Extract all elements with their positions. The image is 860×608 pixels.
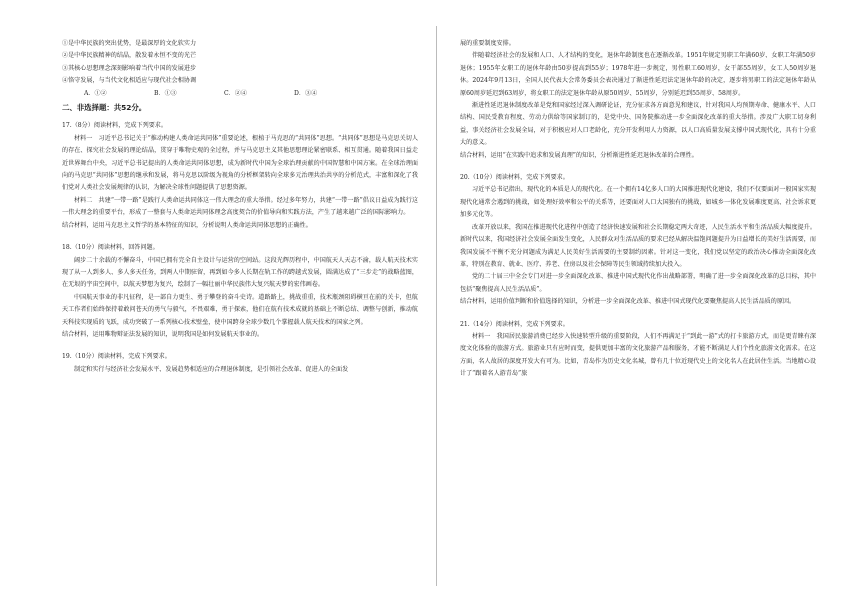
q18-material-2: 中国航天事业的非凡征程，是一部自力更生、勇于攀登的奋斗史诗。道路路上，挑战重重，技术瓶颈阻碍横亘在前的关卡，但航天工作者们始终保持着敢问苍天的勇气与毅气，不畏艰难，勇于探索，他们在航有技术成就的基础上不断总结、调整与创新，推动航天科技实现质的飞跃，成功突破了一系列核心技术壁垒，使中国跨身全球少数几个掌握载人航天技术的国家之列。: [62, 293, 418, 326]
q20-task: 结合材料，运用价值判断和价值选择的知识，分析进一步全面深化改革、推进中国式现代化要聚焦提高人民生活品质的原因。: [460, 298, 796, 306]
statement-2: ②是中华民族精神的结晶，散发着永恒不变的光芒: [62, 52, 197, 60]
q21-head: 21.（14分）阅读材料，完成下列要求。: [460, 320, 569, 328]
option-d: D．③④: [294, 89, 318, 97]
q18-head: 18.（10分）阅读材料，回答问题。: [62, 244, 159, 252]
answer-options: [62, 88, 418, 100]
q20-paragraph-2: 改革开放以来，我国在推进现代化进程中创造了经济快速发展和社会长期稳定两大奇迹，人民生活水平和生活品质大幅度提升。新时代以来，我国经济社会发展全面发生变化，人民群众对生活品质的要求已经从解决温饱问题提升为日益增长的美好生活需要，而我国发展不平衡不充分问题成为满足人民美好生活需要的主要制约因素。针对这一变化，我们党以坚定的政治决心推动全面深化改革，特别在教育、就业、医疗、养老、住房以及社会保障等民生领域持续加大投入。: [460, 223, 816, 268]
q19-continued: 展的重要制度安排。: [460, 40, 515, 47]
q19-material-1: 制定和实行与经济社会发展水平、发展趋势相适应的合理退休制度，是引领社会改革、促进人的全面发: [74, 365, 349, 373]
section-title: 二、非选择题：共52分。: [62, 103, 147, 113]
q19-task: 结合材料，运用“在实践中追求和发展真理”的知识，分析渐进性延迟退休改革的合理性。: [460, 151, 698, 159]
statement-3: ③其核心思想理念深刻影响着当代中国的发展进步: [62, 64, 197, 72]
right-column: [460, 38, 816, 381]
q18-material-1: 阔步二十余载的不懈奋斗，中国已拥有完全自主设计与运营的空间站。这段光辉历程中，中国航天人天志不渝，载人航天技术实现了从一人到多人、多人多天任务，到两人中期驻留，再到如今多人长期在轨工作的跨越式发展，圆满达成了“三步走”的战略蓝图，在无垠的宇宙空间中，以航天梦想为复兴，绘制了一幅壮丽中华民族伟大复兴航天梦的宏伟画卷。: [62, 256, 418, 289]
left-column: [62, 38, 418, 376]
q17-material-1: 材料一 习近平总书记关于“推动构建人类命运共同体”重要论述，根植于马克思的“共同体”思想。“共同体”思想是马克思关切人的存在、探究社会发展的理论结晶，贯穿于唯物史观的全过程，并与马克思主义其他思想理论紧密联系、相互贯通。随着我国日益走近世界舞台中央，习近平总书记提出的人类命运共同体思想，成为新时代中国为全球治理贡献的中国智慧和中国方案。在全球治理面向的马克思“共同体”思想的继承和发展，将马克思以阶级为视角的分析框架转向全球多元治理共治共享的分析范式，丰富和深化了我们党对人类社会发展规律的认识，为解决全球性问题提供了思想资源。: [62, 134, 418, 192]
column-divider: [436, 26, 437, 586]
statement-1: ①是中华民族的突出优势，是最深厚的文化软实力: [62, 40, 197, 47]
q17-task: 结合材料，运用马克思主义哲学的基本特征的知识，分析说明人类命运共同体思想的正确性。: [62, 221, 312, 229]
q20-paragraph-3: 党的二十届三中全会专门对进一步全面深化改革、推进中国式现代化作出战略部署，明确了进一步全面深化改革的总目标，其中包括“聚焦提高人民生活品质”。: [460, 273, 816, 293]
option-b: B．①③: [154, 89, 177, 97]
q19-head: 19.（10分）阅读材料，完成下列要求。: [62, 353, 171, 361]
option-c: C．②④: [224, 89, 247, 97]
q18-task: 结合材料，运用唯物辩证法发展的知识，说明我国是如何发展航天事业的。: [62, 330, 264, 338]
q17-head: 17.（8分）阅读材料，完成下列要求。: [62, 122, 167, 130]
q17-material-2: 材料二 共建“一带一路”是践行人类命运共同体这一伟大理念的重大举措。经过多年努力，共建“一带一路”倡议日益成为践行这一伟大理念的重要平台，形成了一整套与人类命运共同体理念高度契合的价值导向和实践方法，产生了越来越广泛的国际影响力。: [62, 196, 418, 217]
option-a: A．①②: [84, 89, 107, 97]
q21-paragraph-1: 材料一 我国居民旅游消费已经步入快速转型升级的重要阶段，人们不再满足于“到此一游”式的打卡旅游方式，而是更青睐有深度文化体验的旅游方式。旅游业只有应时而变，提供更加丰富的文化旅游产品和服务，才能不断满足人们个性化旅游文化需求。在这方面，名人故居的深度开发大有可为。比如，青岛作为历史文化名城，曾有几十位近现代史上的文化名人在此居住生活。当地精心设计了“跟着名人游青岛”旅: [460, 332, 816, 378]
q20-head: 20.（10分）阅读材料，完成下列要求。: [460, 174, 569, 182]
q20-paragraph-1: 习近平总书记指出，现代化的本质是人的现代化。在一个拥有14亿多人口的大国推进现代化建设，我们不仅要面对一般国家实现现代化通常会遇到的挑战，如处理好效率和公平的关系等，还要面对人口大国独有的挑战，如城乡一体化发展难度更高、社会诉求更加多元化等。: [460, 186, 816, 219]
q19-paragraph-2: 伴随着经济社会的发展和人口、人才结构的变化，退休年龄制度也在逐渐改革。1951年规定男职工年满60岁、女职工年满50岁退休；1955年女职工的退休年龄由50岁提高到55岁；1978年进一步规定，男性职工60周岁，女干部55周岁，女工人50周岁退休。2024年9月13日，全国人民代表大会常务委员会表决通过了渐进性延迟法定退休年龄的决定，逐步将男职工的法定退休年龄从原60周岁延迟到63周岁，将女职工的法定退休年龄从原50周岁、55周岁，分别延迟到55周岁、58周岁。: [460, 52, 816, 97]
q19-paragraph-3: 渐进性延迟退休制度改革是党和国家经过深入调研论证，充分征求各方面意见和建议，针对我国人均预期寿命、健康水平、人口结构、国民受教育程度、劳动力供给等国家制订的，是党中央、国务院推动进一步全面深化改革的重大举措。涉及广大职工切身利益，事关经济社会发展全局，对于积极应对人口老龄化，充分开发利用人力资源，以人口高质量发展支撑中国式现代化，具有十分重大的意义。: [460, 102, 816, 147]
statement-4: ④恪守发展，与当代文化相适应与现代社会相协调: [62, 77, 197, 85]
